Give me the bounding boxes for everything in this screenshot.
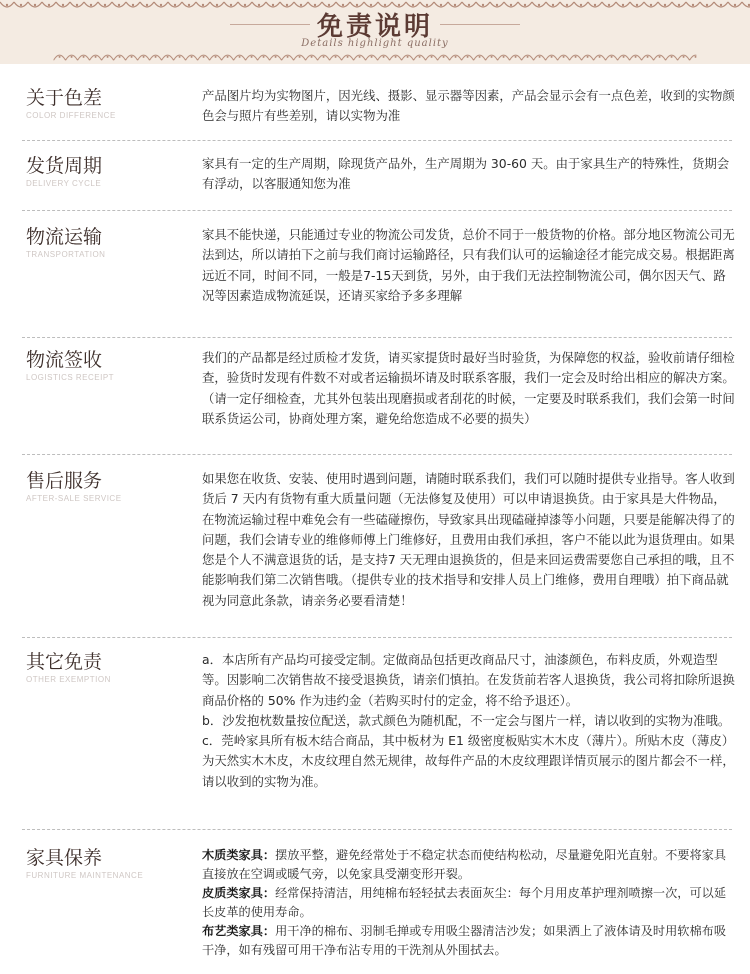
section-content (202, 469, 737, 611)
care-heading: 木质类家具： (202, 848, 276, 862)
section-title-zh: 售后服务 (26, 470, 103, 492)
care-heading: 布艺类家具： (202, 924, 276, 938)
section-label (26, 469, 196, 503)
paragraph: 我们的产品都是经过质检才发货，请买家提货时最好当时验货，为保障您的权益，验收前请仔细检查，验货时发现有件数不对或者运输损坏请及时联系客服，我们一定会及时给出相应的解决方案。（请一定仔细检查，尤其外包装出现磨损或者刮花的时候，一定要及时联系我们，我们会第一时间联系货运公司，协商处理方案，避免给您造成不必要的损失） (202, 350, 735, 426)
section-content (202, 846, 737, 960)
section-title-en: LOGISTICS RECEIPT (26, 373, 115, 382)
section-label (26, 225, 196, 259)
care-heading: 皮质类家具： (202, 886, 276, 900)
section-title-en: TRANSPORTATION (26, 250, 106, 259)
section-content (202, 650, 737, 792)
paragraph-c: c．莞岭家具所有板木结合商品，其中板材为 E1 级密度板贴实木木皮（薄片）。所贴木皮（薄皮）为天然实木木皮，木皮纹理自然无规律，故每件产品的木皮纹理跟详情页展示的图片都会不一样，请以收到的实物为准。 (202, 733, 735, 789)
section-content (202, 86, 737, 127)
section-title-zh: 关于色差 (26, 87, 103, 109)
section-divider (22, 337, 732, 338)
section-divider (22, 140, 732, 141)
section-title-zh: 发货周期 (26, 155, 103, 177)
section-content (202, 225, 737, 306)
section-divider (22, 637, 732, 638)
care-text: 摆放平整，避免经常处于不稳定状态而使结构松动，尽量避免阳光直射。不要将家具直接放在空调或暖气旁，以免家具受潮变形开裂。 (202, 848, 727, 881)
section-title-en: AFTER-SALE SERVICE (26, 494, 122, 503)
lace-border-bottom (0, 50, 750, 62)
page-title: 免责说明 (316, 12, 433, 42)
care-leather (202, 884, 737, 922)
care-text: 经常保持清洁，用纯棉布轻轻拭去表面灰尘：每个月用皮革护理剂喷擦一次，可以延长皮革的使用寿命。 (202, 886, 727, 919)
section-content (202, 348, 737, 429)
section-content (202, 154, 737, 195)
paragraph: 产品图片均为实物图片，因光线、摄影、显示器等因素，产品会显示会有一点色差，收到的实物颜色会与照片有些差别，请以实物为准 (202, 88, 735, 124)
header-banner (0, 0, 750, 64)
paragraph: 家具不能快递，只能通过专业的物流公司发货，总价不同于一般货物的价格。部分地区物流公司无法到达，所以请拍下之前与我们商讨运输路径，只有我们认可的运输途径才能完成交易。根据距离远近不同，时间不同，一般是7-15天到货，另外，由于我们无法控制物流公司，偶尔因天气、路况等因素造成物流延误，还请买家给予多多理解 (202, 227, 735, 303)
section-divider (22, 829, 732, 830)
section-label (26, 154, 196, 188)
section-title-zh: 家具保养 (26, 847, 103, 869)
section-label (26, 86, 196, 120)
care-fabric (202, 922, 737, 960)
section-title-en: OTHER EXEMPTION (26, 675, 111, 684)
section-title-en: COLOR DIFFERENCE (26, 111, 116, 120)
paragraph-b: b．沙发抱枕数量按位配送，款式颜色为随机配，不一定会与图片一样，请以收到的实物为准哦。 (202, 712, 731, 728)
care-text: 用干净的棉布、羽制毛掸或专用吸尘器清洁沙发；如果洒上了液体请及时用软棉布吸干净，如有残留可用干净布沾专用的干洗剂从外围拭去。 (202, 924, 727, 957)
section-label (26, 650, 196, 684)
section-title-zh: 物流签收 (26, 349, 103, 371)
section-title-zh: 其它免责 (26, 651, 103, 673)
care-wood (202, 846, 737, 884)
section-label (26, 348, 196, 382)
page-subtitle: Details highlight quality (301, 38, 449, 49)
paragraph: 如果您在收货、安装、使用时遇到问题，请随时联系我们，我们可以随时提供专业指导。客人收到货后 7 天内有货物有重大质量问题（无法修复及使用）可以申请退换货。由于家具是大件物品，在物流运输过程中难免会有一些磕碰擦伤，导致家具出现磕碰掉漆等小问题，只要是能解决得了的问题，我们会请专业的维修师傅上门维修好，且费用由我们承担，客户不能以此为退货理由。如果您是个人不满意退货的话，是支持7 天无理由退换货的，但是来回运费需要您自己承担的哦，且不能影响我们第二次销售哦。（提供专业的技术指导和安排人员上门维修，费用自理哦）拍下商品就视为同意此条款，请亲务必要看清楚！ (202, 471, 735, 608)
section-label (26, 846, 196, 880)
section-title-en: FURNITURE MAINTENANCE (26, 871, 144, 880)
paragraph-a: a．本店所有产品均可接受定制。定做商品包括更改商品尺寸，油漆颜色，布料皮质，外观造型等。因影响二次销售故不接受退换货，请亲们慎拍。在发货前若客人退换货，我公司将扣除所退换商品价格的 50% 作为违约金（若购买时付的定金，将不给予退还）。 (202, 652, 735, 708)
section-divider (22, 454, 732, 455)
section-title-en: DELIVERY CYCLE (26, 179, 102, 188)
paragraph: 家具有一定的生产周期，除现货产品外，生产周期为 30-60 天。由于家具生产的特殊性，货期会有浮动，以客服通知您为准 (202, 156, 730, 192)
section-title-zh: 物流运输 (26, 226, 103, 248)
section-divider (22, 210, 732, 211)
